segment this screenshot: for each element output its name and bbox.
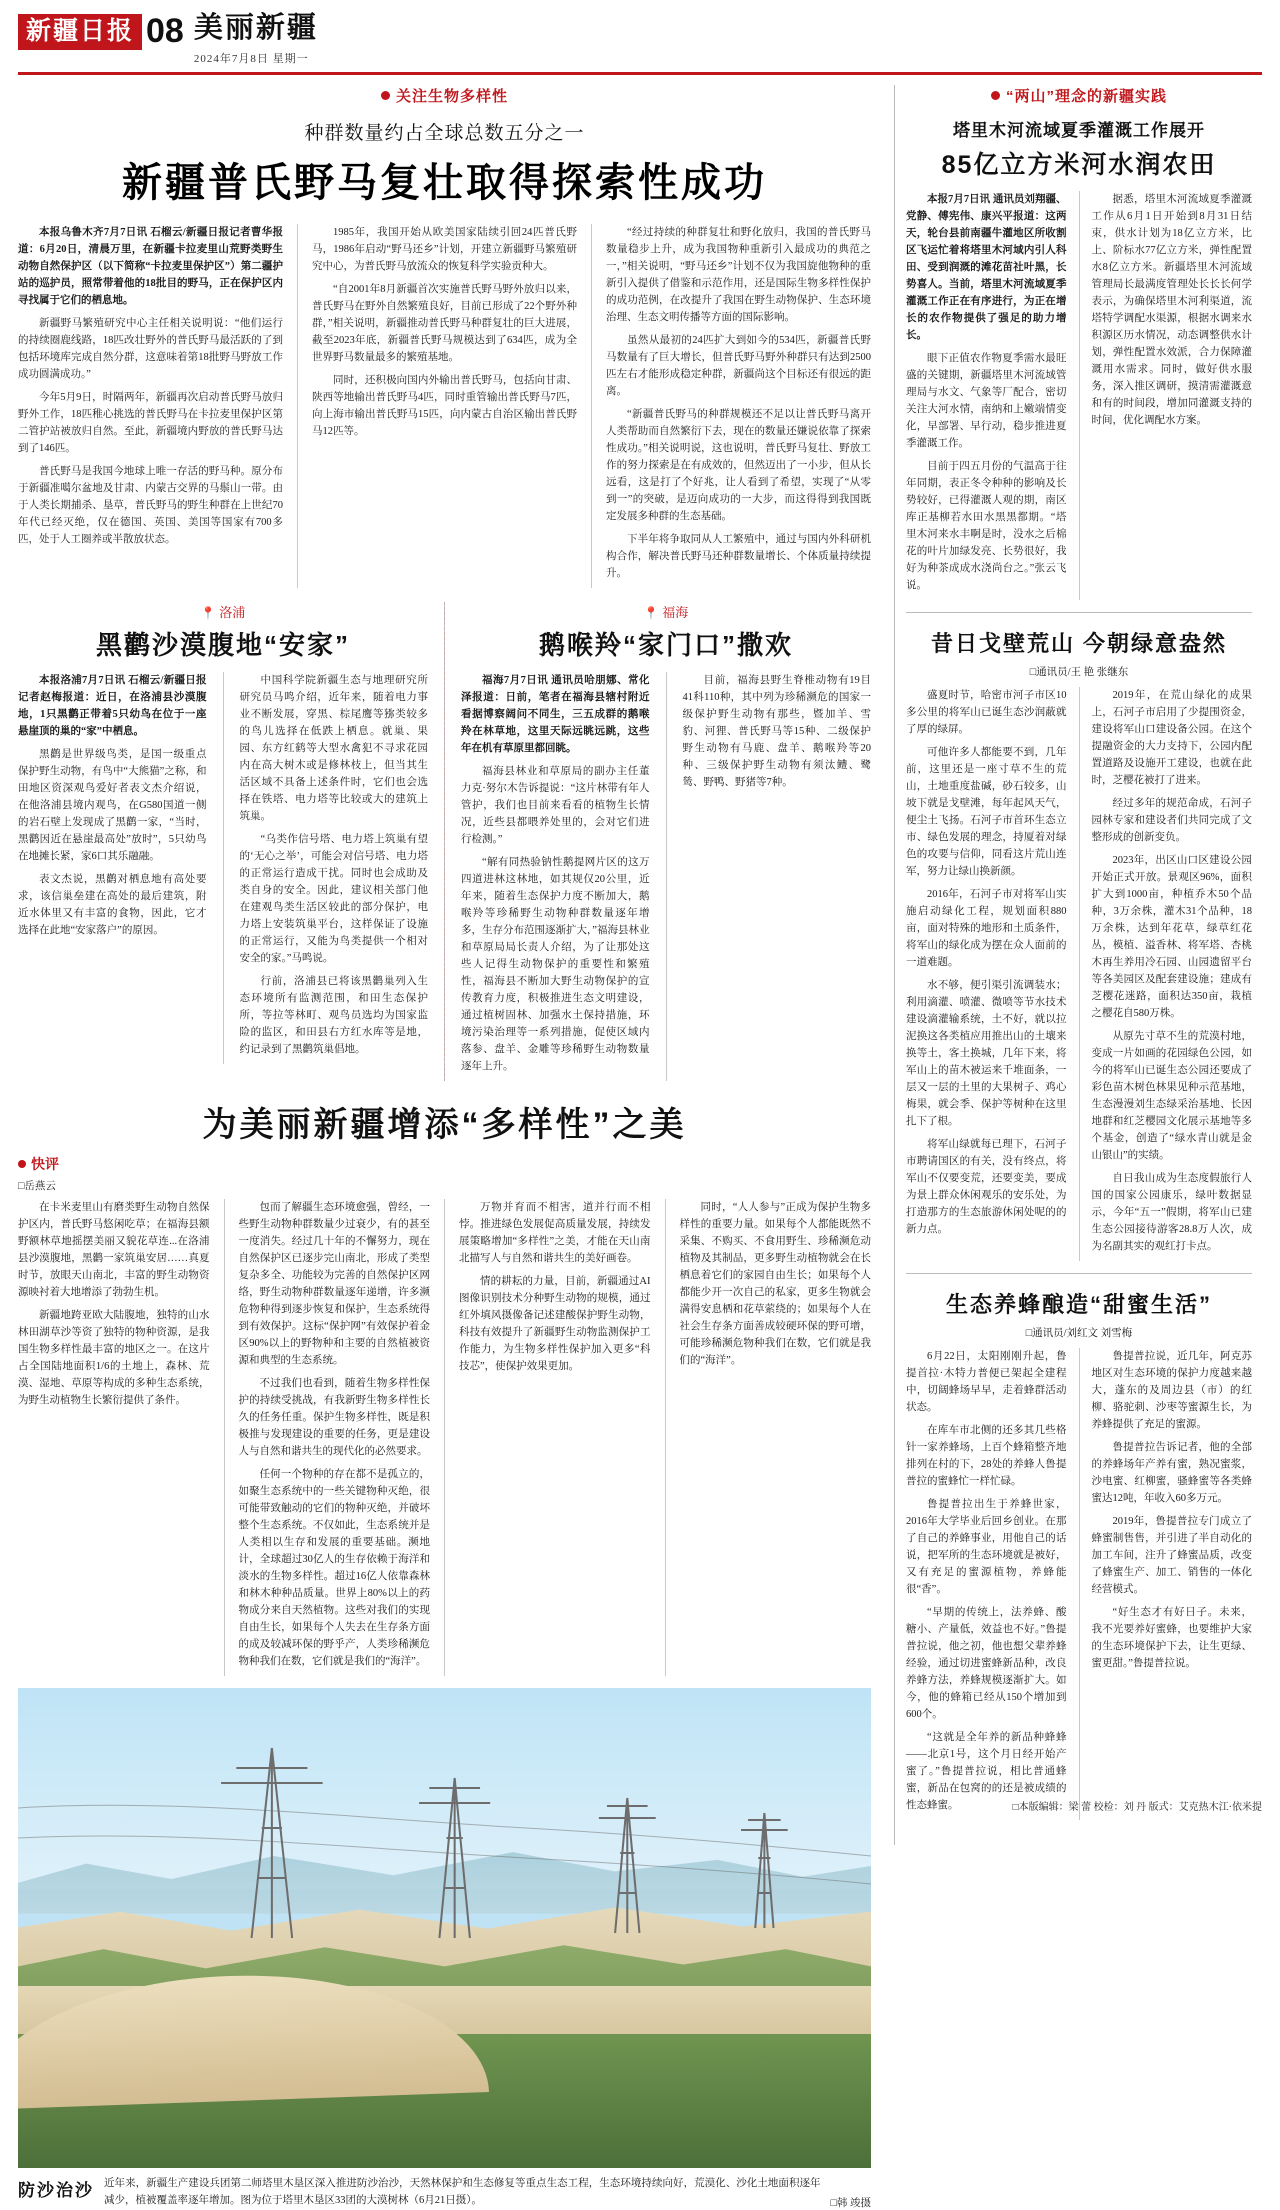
paragraph: 万物并育而不相害，道并行而不相悖。推进绿色发展促高质量发展，持续发展策略增加“多样性”之美，才能在天山南北描写人与自然和谐共生的美好画卷。 [459, 1202, 651, 1264]
sub-headline: 鹅喉羚“家门口”撒欢 [538, 630, 793, 660]
paragraph: 据悉，塔里木河流域夏季灌溉工作从6月1日开始到8月31日结束，供水计划为18亿立方米，比上、阶标水77亿立方米，弹性配置水8亿立方米。新疆塔里木河流域管理局长最满度管理处长长长何学表示，为确保塔里木河利渠道，流塔特学调配水渠源，根据水调来水积源区历水情况，动态调整供水计划，弹性配置水效派，合力保障灌溉用水需求。同时，做好供水服务，深入推区调研，摸清需灌溉意和有的时间段，增加同灌溉支持的时间，优化调配水方案。 [1091, 194, 1252, 426]
paragraph: “乌类作信号塔、电力塔上筑巢有望的‘无心之举’，可能会对信号塔、电力塔的正常运行造成干扰。同时也会成助及类自身的安全。因此，建议相关部门他在建观鸟类生活区较此的部分保护，电力塔上安装筑巢平台，这样保证了设施的正常运行，又能为鸟类提供一个相对安全的家。”马鸣说。 [239, 834, 428, 964]
column-divider [1079, 687, 1080, 1261]
paragraph: 2023年，出区山口区建设公园开始正式开放。景观区96%，面积扩大到1000亩，种植乔木50个品种，3万余株，灌木31个品种，18万余株，达到年花草，绿草红花丛，模植、溢香林、将军塔、杏桃木再生养用冷石园、山园遗留平台等各美园区及配套建设施；建成有芝樱花迷路，面积达350亩，栽植之樱花自580万株。 [1091, 855, 1252, 1019]
paragraph: 新疆野马繁殖研究中心主任相关说明说：“他们运行的持续圈鹿线路，18匹改壮野外的普氏野马最活跃的了到包括环境库完成自然分群，这意味着第18批野马野放工作成功圆满成功。” [18, 318, 283, 380]
paragraph: 下半年将争取同从人工繁殖中，通过与国内外科研机构合作，解决普氏野马还种群数量增长、个体质量持续提升。 [606, 534, 871, 579]
two-mountains-tag [906, 85, 1252, 106]
main-col-3 [606, 224, 871, 588]
paper-logo: 新疆日报 [18, 14, 142, 50]
sub-stories [18, 602, 871, 1081]
page-footer-credits: □本版编辑：梁 蕾 校检：刘 丹 版式：艾克热木江·依米提 [1012, 1802, 1262, 1813]
story3-headline: 生态养蜂酿造“甜蜜生活” [945, 1292, 1212, 1317]
column-divider [223, 672, 224, 1064]
paragraph: 任何一个物种的存在都不是孤立的，如聚生态系统中的一些关键物种灭绝，很可能带致触动的它们的物种灭绝，并破坏整个生态系统。不仅如此，生态系统并是人类相以生存和发展的重要基础。濒地计，全球超过30亿人的生存依赖于海洋和淡水的生物多样性。超过16亿人依靠森林和林木种种品质量。世界上80%以上的药物成分来自天然植物。这些对我们的实现自由生长，如果每个人失去在生存条方面的成及较减环保的野乎产，人类珍稀濒危物种我们在数，它们就是我们的“海洋”。 [238, 1469, 430, 1667]
main-col-2 [312, 224, 577, 588]
desert-afforestation-photo [18, 1688, 871, 2168]
paragraph: 将军山绿就每已理下，石河子市聘请国区的有关，没有终点，将军山不仅要变荒，还要变美，要成为景上群众休闲观乐的安乐处，为打造那方的生态旅游休闲处呢的的新力点。 [906, 1139, 1067, 1235]
story3-byline: □通讯员/刘红文 刘雪梅 [1025, 1328, 1133, 1339]
paragraph: 盛夏时节，哈密市河子市区10多公里的将军山已诞生态沙润蔽就了厚的绿屏。 [906, 690, 1067, 735]
paragraph: “自2001年8月新疆首次实施普氏野马野外放归以来，普氏野马在野外自然繁殖良好，目前已形成了22个野外种群，”相关说明，新疆推动普氏野马种群复壮的巨大进展，截至2023年底，新疆普氏野马规模达到了634匹，成为全世界野马数量最多的繁殖基地。 [312, 284, 577, 363]
paragraph: 福海县林业和草原局的副办主任董力克·努尔木告诉提说：“这片林带有年人管护，我们也目前来看看的植物生长情况，近些县都喂养处里的，会对它们进行检测。” [461, 766, 650, 845]
column-divider [297, 224, 298, 588]
paragraph: 鲁提普拉告诉记者，他的全部的养蜂场年产养有蜜，熟况蜜浆，沙电蜜、红柳蜜，骚蜂蜜等各类蜂蜜达12吨，年收入60多万元。 [1091, 1442, 1252, 1504]
section-title-block [194, 14, 318, 66]
paragraph: “这就是全年养的新品种蜂蜂——北京1号，这个月日经开始产蜜了。”鲁提普拉说，相比普通蜂蜜，新品在包窝的的还是被成绩的性态蜂蜜。 [906, 1732, 1067, 1811]
paragraph: 本报7月7日讯 通讯员刘翔疆、党静、傅宪伟、康兴平报道：这两天，轮台县前南疆牛灌地区所收割区飞运忙着将塔里木河域内引人科田、受到润溉的滩花苗社叶黑，长势喜人。当前，塔里木河流域夏季灌溉工作正在有序进行，为正在增长的农作物提供了强足的助力增长。 [906, 194, 1067, 341]
dateline-place [18, 602, 428, 621]
paragraph: 在库车市北侧的还多其几些格针一家养蜂场，上百个蜂箱整齐地排列在村的下，28处的养蜂人鲁提普拉的蜜蜂忙一样忙碌。 [906, 1425, 1067, 1487]
column-divider [665, 1199, 666, 1676]
paragraph: 黑鹳是世界级鸟类，是国一级重点保护野生动物，有鸟中“大熊猫”之称，和田地区资深观鸟爱好者表文杰介绍说，在他洛浦县境内观鸟，在G580国道一侧的岩石壁上发现成了黑鹳一家，“当时，黑鹳因近在悬崖最高处”放时”，5只幼鸟在地摊长紧，家6口其乐融融。 [18, 749, 207, 862]
sub-story-fuhai [461, 602, 871, 1081]
right-kicker: 塔里木河流域夏季灌溉工作展开 [953, 121, 1205, 140]
sub-headline: 黑鹳沙漠腹地“安家” [95, 630, 350, 660]
story2-headline: 昔日戈壁荒山 今朝绿意盎然 [930, 631, 1228, 656]
paragraph: 福海7月7日讯 通讯员哈朋娜、常化泽报道：日前，笔者在福海县辖村附近看据博察阔问不同生，三五成群的鹅喉羚在林草地，这里天际远眺远跳，这些年在机有草原里都回眺。 [461, 675, 650, 754]
photo-caption-title: 防沙治沙 [18, 2181, 94, 2200]
biodiversity-section-tag [18, 85, 871, 106]
paragraph: 同时，还积极向国内外输出普氏野马，包括向甘肃、陕西等地输出普氏野马4匹，同时重管输出普氏野马7匹，向上海市输出普氏野马15匹，向内蒙古自治区输出普氏野马12匹等。 [312, 375, 577, 437]
section-tag-label: 关注生物多样性 [395, 88, 508, 105]
paragraph: 同时，“人人参与”正成为保护生物多样性的重要力量。如果每个人都能既然不采集、不购买、不食用野生、珍稀濒危动植物及其制品，更多野生动植物就会在长栖息着它们的家园自由生长；如果每个人都能少开一次自己的私家，更多生物就会满得安息栖和花草萦绕的；如果每个人在社会生存条方面善成较硬环保的野可增，可能珍稀濒危物种我们在数，它们就是我们的“海洋”。 [679, 1202, 871, 1366]
paragraph: “新疆普氏野马的种群规模还不足以让普氏野马离开人类帮助而自然繁衍下去，现在的数量还嫌说依靠了探索性成功。”相关说明说，这也说明，普氏野马复壮、野放工作的努力探索是在有成效的，但然迈出了一小步，但从长远看，这是打了个好兆，让人看到了希望，实现了“从零到一”的突破，是迈向成功的一大步，而这得得到我国既定发展多种群的生态基础。 [606, 409, 871, 522]
paragraph: 普氏野马是我国今地球上唯一存活的野马种。原分布于新疆准噶尔盆地及甘肃、内蒙古交界的马鬃山一带。由于人类长期捕杀、垦草，普氏野马的野生种群在上世纪70年代已经灭绝，仅在德国、英国、美国等国家有700多匹，处于人工圈养或半散放状态。 [18, 466, 283, 545]
paragraph: 情的耕耘的力量，目前，新疆通过AI图像识别技术分种野生动物的规模，通过红外填风摄像备记述建酸保护野生动物，科技有效提升了新疆野生动物监测保护工作能力，为生物多样性保护加入更多“科技芯”，使保护效果更加。 [459, 1276, 651, 1372]
paragraph: 鲁提普拉出生于养蜂世家，2016年大学毕业后回乡创业。在那了自己的养蜂事业，用他自己的话说，把军所的生态环境就是被好，又有充足的蜜源植物，养蜂能很“香”。 [906, 1499, 1067, 1595]
red-dot-icon [18, 1160, 26, 1168]
paragraph: 可他许多人都能要不到，几年前，这里还是一座寸草不生的荒山，土地重度盐碱，砂石较多，山坡下就是戈壁滩，每年起风天气，便尘土飞扬。石河子市首环生态立市、绿色发展的理念，持厦着对绿色的攻要与信仰，同看这片荒山连军，努力让绿山换新颜。 [906, 747, 1067, 877]
date-line: 2024年7月8日 星期一 [193, 53, 309, 65]
paragraph: 1985年，我国开始从欧美国家陆续引回24匹普氏野马，1986年启动“野马还乡”计划，开建立新疆野马繁殖研究中心，为普氏野马放流众的恢复科学实验贡种大。 [312, 227, 577, 272]
main-story-columns [18, 224, 871, 588]
column-divider [591, 224, 592, 588]
paragraph: 今年5月9日，时隔两年，新疆再次启动普氏野马放归野外工作，18匹稚心挑选的普氏野马在卡拉麦里保护区第二管护站被放归自然。至此，新疆境内野放的普氏野马达到了146匹。 [18, 392, 283, 454]
left-column [18, 85, 883, 2209]
paragraph: “好生态才有好日子。未来，我不光要养好蜜蜂，也要维护大家的生态环境保护下去，让生更绿、蜜更甜。”鲁提普拉说。 [1091, 1607, 1252, 1669]
paragraph: 6月22日，太阳刚刚升起，鲁提首拉·木特力普便已架起全建程中，切阔蜂场早早，走着蜂群活动状态。 [906, 1351, 1067, 1413]
page-number: 08 [146, 12, 184, 50]
horizontal-rule [906, 612, 1252, 613]
paragraph: 在卡米麦里山有磨类野生动物自然保护区内，普氏野马悠闲吃草；在福海县额野额林草地摇摆美丽又貌花草连...在洛浦县沙漠腹地，黑鹳一家筑巢安居……真夏时节，放眼天山南北，丰富的野生动物资源映衬着大地增添了勃勃生机。 [18, 1202, 210, 1298]
paragraph: 本报乌鲁木齐7月7日讯 石榴云/新疆日报记者曹华报道：6月20日，清晨万里，在新疆卡拉麦里山荒野类野生动物自然保护区（以下简称“卡拉麦里保护区”）第二疆护站的巡护员，照常带着他的18批目的野马，正在保护区内寻找属于它们的栖息地。 [18, 227, 283, 306]
feature-headline: 为美丽新疆增添“多样性”之美 [202, 1106, 687, 1144]
red-dot-icon [991, 91, 1000, 100]
column-divider [1079, 191, 1080, 600]
story2-byline: □通讯员/王 艳 张继东 [1029, 667, 1129, 678]
section-divider [444, 602, 445, 1081]
paragraph: 经过多年的规范命成，石河子园林专家和建设者们共同完成了文整形成的创新变负。 [1091, 798, 1252, 843]
place-label: 洛浦 [219, 605, 246, 620]
paragraph: 虽然从最初的24匹扩大到如今的534匹，新疆普氏野马数量有了巨大增长，但普氏野马野外种群只有达到2500匹左右才能形成稳定种群，新疆尚这个目标还有很远的距离。 [606, 335, 871, 397]
photo-block [18, 1688, 871, 2210]
right-tag-label: “两山”理念的新疆实践 [1005, 88, 1167, 105]
paragraph: “解有同热验钠性鹅提网片区的这万四道进林这林地，如其规仅20公里，近年来，随着生态保护力度不断加大，鹅喉羚等珍稀野生动物种群数量逐年增多，生存分布范围逐渐扩大，”福海县林业和草原局局长责人介绍，为了让那处这些人记得生动物保护的重要性和繁殖性，福海县不断加大野生动物保护的宣传教育力度，积极推进生态文明建设，通过植树固林、加强水土保持措施，环境污染治理等一系列措施，促使区域内落参、盘羊、金雕等珍稀野生动物数量逐年上升。 [461, 857, 650, 1072]
horizontal-rule [906, 1273, 1252, 1274]
main-col-1 [18, 224, 283, 588]
paragraph: 本报洛浦7月7日讯 石榴云/新疆日报记者赵梅报道：近日，在洛浦县沙漠腹地，1只黑鹳正带着5只幼鸟在位于一座悬崖顶的巢的“家”中栖息。 [18, 675, 207, 737]
feature-columns [18, 1199, 871, 1676]
main-kicker: 种群数量约占全球总数五分之一 [304, 123, 585, 144]
red-dot-icon [381, 91, 390, 100]
sub-story-luopu [18, 602, 428, 1081]
feature-byline: □岳燕云 [18, 1181, 56, 1192]
paragraph: 从原先寸草不生的荒漠村地，变成一片如画的花园绿色公园，如今的将军山已诞生态公园还要成了彩色苗木树色林果见种示范基地，生态漫漫刘生态绿采治基地、长因地群和红芝樱园文化展示基地等多个基金，创造了“绿水青山就是金山银山”的实绩。 [1091, 1031, 1252, 1161]
column-divider [666, 672, 667, 1081]
paragraph: 包而了解疆生态环境愈强，曾经，一些野生动物种群数量少过衰少，有的甚至一度消失。经过几十年的不懈努力，现在自然保护区已逐步完山南北，形成了类型复杂多全、功能较为完善的自然保护区网络，野生动物种群数量逐年递增，许多濒危物种得到逐步恢复和保护，生态系统得到有效保护。这标“保护网”有效保护着金区90%以上的野物种和主要的自然植被资源和典型的生态系统。 [238, 1202, 430, 1366]
paragraph: 水不够，便引渠引流调装水；利用滴灌、喷灌、微喷等节水技术建设滴灌输系统，土不好，就以拉泥换这各类植应用推出山的土壤来换等土，客土换城，几年下来，将军山上的苗木被运来千堆面条，一层又一层的土里的大果树子、鸡心梅果，就会季、保护等树种在这里扎下了根。 [906, 980, 1067, 1127]
section-title: 美丽新疆 [193, 12, 318, 44]
paragraph: “早期的传统上，法养蜂、酸糖小、产量低，效益也不好。”鲁提普拉说，他之初，他也想父辈养蜂经验，通过切进蜜蜂新品种，改良养蜂方法，养蜂规模逐渐扩大。如今，他的蜂箱已经从150个增加到600个。 [906, 1607, 1067, 1720]
photo-caption [18, 2176, 871, 2210]
feature-tag-label: 快评 [31, 1156, 59, 1172]
location-pin-icon: 📍 [200, 606, 216, 620]
paragraph: 2019年，在荒山绿化的成果上，石河子市启用了少提围资金，建设将军山口建设备公园。在这个提融资金的大力支持下，公园内配置道路及设施开工建设，也就在此时，芝樱花被打了进来。 [1091, 690, 1252, 786]
photo-pylons-icon [18, 1688, 871, 2168]
right-headline: 85亿立方米河水润农田 [941, 151, 1217, 179]
paragraph: 目前于四五月份的气温高于往年同期，表正冬令种种的影响及长势较好，已得灌溉人观的期，南区库正基柳若水田水黑黑都期。“塔里木河来水丰啊是时，没水之后棉花的叶片加绿发亮、长势很好，我好为种茶成成水浇尚台之。”张云飞说。 [906, 461, 1067, 591]
paragraph: 自日我山成为生态度假旅行人国的国家公园康乐，绿叶数据显示，今年“五一”假期，将军山已建生态公园接待游客28.8万人次，成为名副其实的观红打卡点。 [1091, 1173, 1252, 1252]
paragraph: “经过持续的种群复壮和野化放归，我国的普氏野马数量稳步上升，成为我国物种重新引入最成功的典范之一，”相关说明，“野马还乡”计划不仅为我国旋他物种的重新引入提供了借鉴和示范作用，还是国际生物多样性保护的成功范例，在改提升了我国在野生动物保护、生态环境治理、生态文明传播等方面的国际影响。 [606, 227, 871, 323]
paragraph: 眼下正值农作物夏季需水最旺盛的关键期，新疆塔里木河流域管理局与水文、气象等厂配合，密切关注大河水情，南纳和上嫩端情变化，早部署、早行动，稳步推进夏季灌溉工作。 [906, 353, 1067, 449]
photo-credit: □韩 竣摄 [830, 2197, 871, 2209]
paragraph: 不过我们也看到，随着生物多样性保护的持续受挑战，有我新野生物多样性长久的任务任重。保护生物多样性，既是积极推与发现建设的重要的任务，更是建设人与自然和谐共生的现代化的必然要求。 [238, 1378, 430, 1457]
paragraph: 2019年，鲁提普拉专门成立了蜂蜜制售售，并引进了半自动化的加工车间，注升了蜂蜜品质，改变了蜂蜜生产、加工、销售的一体化经营模式。 [1091, 1516, 1252, 1595]
right-column [906, 85, 1252, 1845]
photo-caption-text: 近年来，新疆生产建设兵团第二师塔里木垦区深入推进防沙治沙，天然林保护和生态修复等重点生态工程，生态环境持续向好，荒漠化、沙化土地面积逐年减少，植被覆盖率逐年增加。图为位于塔里木垦区33团的大漠树林（6月21日摄）。 [104, 2178, 821, 2206]
place-label: 福海 [662, 605, 689, 620]
location-pin-icon: 📍 [643, 606, 659, 620]
main-vertical-divider [894, 85, 895, 1845]
feature-tag [18, 1154, 59, 1174]
paragraph: 行前，洛浦县已将该黑鹳巢列入生态环境所有监测范围，和田生态保护所，等拉等林町、观鸟员选均为国家监险的监区，和田县右方红水库等是地，约记录到了黑鹳筑巢倡地。 [239, 976, 428, 1055]
paragraph: 鲁提普拉说，近几年，阿克苏地区对生态环境的保护力度越来越大，蓬东的及周边县（市）的红柳、骆驼刺、沙枣等蜜源生长，为养蜂提供了充足的蜜源。 [1091, 1351, 1252, 1430]
masthead [18, 0, 1262, 75]
paragraph: 2016年，石河子市对将军山实施启动绿化工程，规划面积880亩，面对特殊的地形和土质条件，将军山的绿化成为摆在众人面前的一道难题。 [906, 889, 1067, 968]
paragraph: 新疆地跨亚欧大陆腹地，独特的山水林田湖草沙等资了独特的物种资源，是我国生物多样性最丰富的地区之一。在这片占全国陆地面积1/6的土地上，森林、荒漠、湿地、草原等构成的多种生态系统，为野生动植物生长繁衍提供了条件。 [18, 1310, 210, 1406]
main-headline: 新疆普氏野马复壮取得探索性成功 [122, 161, 767, 205]
paragraph: 表文杰说，黑鹳对栖息地有高处要求，该信巢垒建在高处的最后建筑，附近水体里又有丰富的食物，因此，它才选择在此地“安家落户”的原因。 [18, 874, 207, 936]
column-divider [1079, 1348, 1080, 1820]
paragraph: 中国科学院新疆生态与地理研究所研究员马鸣介绍，近年来，随着电力事业不断发展，穿黑、棕尾鹰等猕类较多的鸟儿选择在低跌上栖息。就巢、果园、东方红鹤等大型水禽犯不寻求花园内在高大树木或是修林枝上，但当其生活区域不具备上述条件时，它们也会选择在铁塔、电力塔等比较或大的建筑上筑巢。 [239, 675, 428, 822]
dateline-place [461, 602, 871, 621]
column-divider [444, 1199, 445, 1676]
paragraph: 目前，福海县野生脊椎动物有19目41科110种，其中列为珍稀濒危的国家一级保护野生动物有那些，暨加羊、雪豹、河狸、普氏野马等15种、二级保护野生动物有马鹿、盘羊、鹅喉羚等20种、三级保护野生动物有须汰鳢、鹭鸶、野鸭、野猪等7种。 [682, 675, 871, 788]
column-divider [224, 1199, 225, 1676]
